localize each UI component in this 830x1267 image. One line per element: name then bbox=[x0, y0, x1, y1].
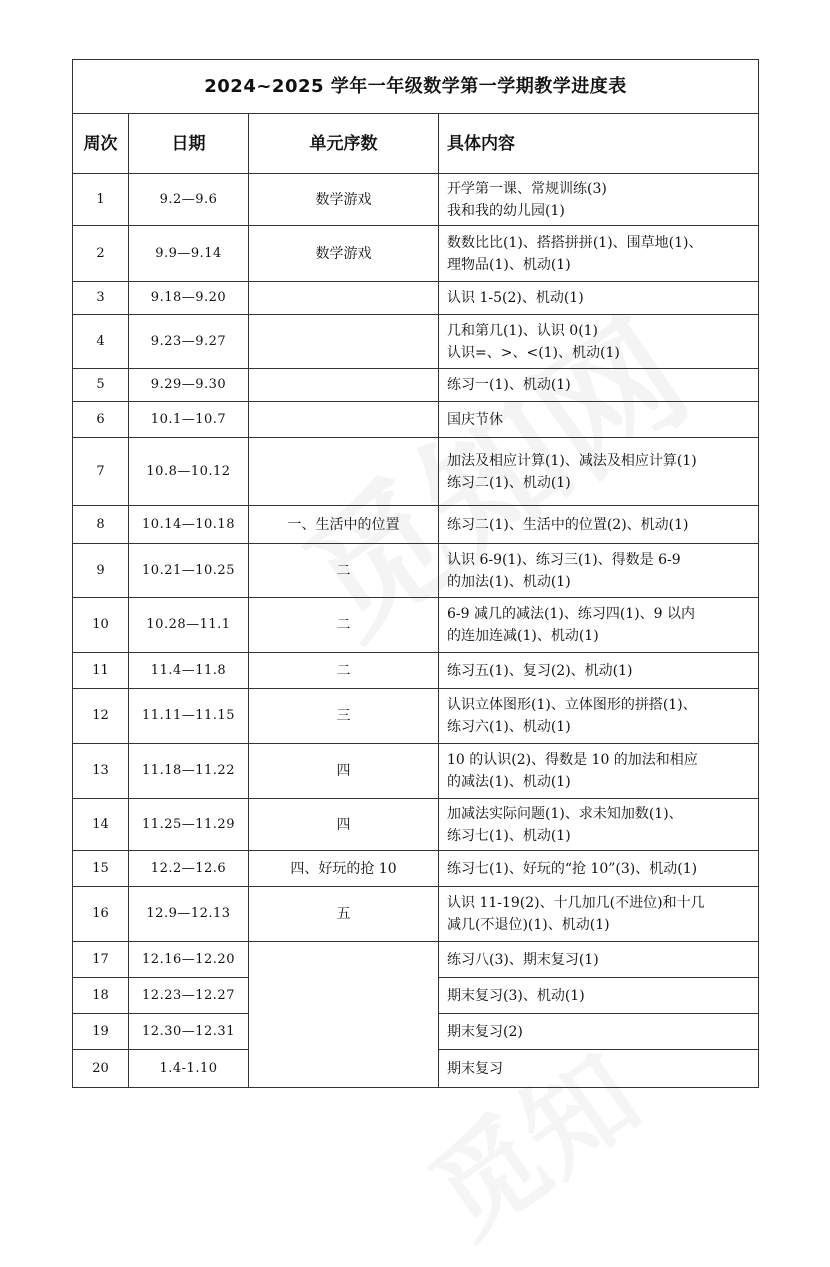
unit-cell bbox=[249, 369, 439, 402]
content-line: 国庆节休 bbox=[447, 411, 503, 428]
week-cell: 1 bbox=[73, 174, 129, 226]
content-line: 加减法实际问题(1)、求未知加数(1)、 bbox=[447, 805, 683, 822]
table-row bbox=[73, 799, 759, 851]
date-cell: 11.18—11.22 bbox=[129, 744, 249, 799]
unit-cell: 五 bbox=[249, 887, 439, 942]
content-line: 数数比比(1)、搭搭拼拼(1)、围草地(1)、 bbox=[447, 234, 703, 251]
week-cell: 3 bbox=[73, 282, 129, 315]
header-week: 周次 bbox=[73, 114, 129, 174]
content-line: 6-9 减几的减法(1)、练习四(1)、9 以内 bbox=[447, 606, 696, 622]
content-cell bbox=[439, 369, 759, 402]
unit-cell: 二 bbox=[249, 598, 439, 653]
unit-cell bbox=[249, 282, 439, 315]
week-cell: 14 bbox=[73, 799, 129, 851]
content-line: 认识 11-19(2)、十几加几(不进位)和十几 bbox=[447, 895, 705, 911]
unit-cell-merged bbox=[249, 942, 439, 1088]
content-cell bbox=[439, 226, 759, 282]
date-cell: 11.4—11.8 bbox=[129, 653, 249, 689]
date-cell: 10.14—10.18 bbox=[129, 506, 249, 544]
week-cell: 5 bbox=[73, 369, 129, 402]
content-line: 减几(不退位)(1)、机动(1) bbox=[447, 917, 610, 933]
content-line: 练习六(1)、机动(1) bbox=[447, 719, 571, 735]
table-row bbox=[73, 174, 759, 226]
week-cell: 19 bbox=[73, 1014, 129, 1050]
date-cell: 11.11—11.15 bbox=[129, 689, 249, 744]
date-cell: 9.9—9.14 bbox=[129, 226, 249, 282]
content-line: 练习二(1)、生活中的位置(2)、机动(1) bbox=[447, 516, 689, 533]
unit-cell: 数学游戏 bbox=[249, 226, 439, 282]
content-cell bbox=[439, 653, 759, 689]
content-cell bbox=[439, 282, 759, 315]
content-cell bbox=[439, 689, 759, 744]
date-cell: 12.9—12.13 bbox=[129, 887, 249, 942]
content-cell bbox=[439, 851, 759, 887]
week-cell: 17 bbox=[73, 942, 129, 978]
content-line: 开学第一课、常规训练(3) bbox=[447, 180, 607, 197]
date-cell: 1.4-1.10 bbox=[129, 1050, 249, 1088]
table-row bbox=[73, 887, 759, 942]
unit-cell: 数学游戏 bbox=[249, 174, 439, 226]
unit-cell: 四 bbox=[249, 744, 439, 799]
week-cell: 8 bbox=[73, 506, 129, 544]
content-line: 认识立体图形(1)、立体图形的拼搭(1)、 bbox=[447, 697, 697, 713]
date-cell: 9.2—9.6 bbox=[129, 174, 249, 226]
date-cell: 12.16—12.20 bbox=[129, 942, 249, 978]
content-cell bbox=[439, 887, 759, 942]
content-line: 加法及相应计算(1)、减法及相应计算(1) bbox=[447, 452, 697, 469]
content-line: 练习八(3)、期末复习(1) bbox=[447, 951, 599, 968]
date-cell: 11.25—11.29 bbox=[129, 799, 249, 851]
content-line: 练习七(1)、机动(1) bbox=[447, 827, 571, 844]
unit-cell: 一、生活中的位置 bbox=[249, 506, 439, 544]
unit-cell: 四 bbox=[249, 799, 439, 851]
date-cell: 10.8—10.12 bbox=[129, 438, 249, 506]
table-row bbox=[73, 598, 759, 653]
page-title: 2024~2025 学年一年级数学第一学期教学进度表 bbox=[73, 60, 759, 114]
week-cell: 4 bbox=[73, 315, 129, 369]
unit-cell: 四、好玩的抢 10 bbox=[249, 851, 439, 887]
table-row bbox=[73, 282, 759, 315]
content-line: 期末复习(3)、机动(1) bbox=[447, 987, 585, 1004]
content-line: 我和我的幼儿园(1) bbox=[447, 202, 565, 219]
date-cell: 12.30—12.31 bbox=[129, 1014, 249, 1050]
content-cell bbox=[439, 315, 759, 369]
content-line: 的减法(1)、机动(1) bbox=[447, 774, 571, 790]
content-line: 练习五(1)、复习(2)、机动(1) bbox=[447, 662, 633, 679]
header-unit: 单元序数 bbox=[249, 114, 439, 174]
content-line: 认识=、>、<(1)、机动(1) bbox=[447, 344, 620, 361]
table-row bbox=[73, 438, 759, 506]
week-cell: 12 bbox=[73, 689, 129, 744]
date-cell: 9.23—9.27 bbox=[129, 315, 249, 369]
week-cell: 16 bbox=[73, 887, 129, 942]
table-body bbox=[73, 174, 759, 1088]
content-cell bbox=[439, 1014, 759, 1050]
unit-cell bbox=[249, 438, 439, 506]
content-line: 的连加连减(1)、机动(1) bbox=[447, 628, 599, 644]
week-cell: 13 bbox=[73, 744, 129, 799]
date-cell: 10.21—10.25 bbox=[129, 544, 249, 598]
week-cell: 2 bbox=[73, 226, 129, 282]
content-cell bbox=[439, 544, 759, 598]
content-cell bbox=[439, 978, 759, 1014]
content-cell bbox=[439, 1050, 759, 1088]
content-cell bbox=[439, 438, 759, 506]
week-cell: 11 bbox=[73, 653, 129, 689]
week-cell: 7 bbox=[73, 438, 129, 506]
unit-cell bbox=[249, 402, 439, 438]
date-cell: 12.23—12.27 bbox=[129, 978, 249, 1014]
unit-cell: 三 bbox=[249, 689, 439, 744]
table-row bbox=[73, 942, 759, 978]
content-cell bbox=[439, 402, 759, 438]
header-content: 具体内容 bbox=[439, 114, 759, 174]
content-line: 练习七(1)、好玩的“抢 10”(3)、机动(1) bbox=[447, 860, 698, 877]
content-line: 认识 1-5(2)、机动(1) bbox=[447, 290, 584, 306]
schedule-sheet bbox=[72, 59, 758, 1088]
content-line: 认识 6-9(1)、练习三(1)、得数是 6-9 bbox=[447, 551, 681, 568]
content-line: 理物品(1)、机动(1) bbox=[447, 256, 571, 273]
date-cell: 9.18—9.20 bbox=[129, 282, 249, 315]
week-cell: 15 bbox=[73, 851, 129, 887]
table-row bbox=[73, 653, 759, 689]
date-cell: 9.29—9.30 bbox=[129, 369, 249, 402]
table-row bbox=[73, 402, 759, 438]
date-cell: 10.1—10.7 bbox=[129, 402, 249, 438]
content-line: 练习一(1)、机动(1) bbox=[447, 377, 571, 393]
content-cell bbox=[439, 744, 759, 799]
table-row bbox=[73, 744, 759, 799]
table-row bbox=[73, 369, 759, 402]
table-row bbox=[73, 226, 759, 282]
unit-cell bbox=[249, 315, 439, 369]
week-cell: 10 bbox=[73, 598, 129, 653]
table-row bbox=[73, 506, 759, 544]
week-cell: 6 bbox=[73, 402, 129, 438]
content-line: 的加法(1)、机动(1) bbox=[447, 573, 571, 590]
content-cell bbox=[439, 598, 759, 653]
date-cell: 10.28—11.1 bbox=[129, 598, 249, 653]
content-cell bbox=[439, 174, 759, 226]
header-date: 日期 bbox=[129, 114, 249, 174]
content-line: 期末复习(2) bbox=[447, 1023, 523, 1040]
content-line: 练习二(1)、机动(1) bbox=[447, 474, 571, 491]
table-row bbox=[73, 544, 759, 598]
content-cell bbox=[439, 506, 759, 544]
week-cell: 20 bbox=[73, 1050, 129, 1088]
header-row bbox=[73, 114, 759, 174]
title-row bbox=[73, 60, 759, 114]
week-cell: 18 bbox=[73, 978, 129, 1014]
table-row bbox=[73, 315, 759, 369]
schedule-table bbox=[72, 59, 759, 1088]
content-line: 期末复习 bbox=[447, 1060, 503, 1077]
unit-cell: 二 bbox=[249, 653, 439, 689]
table-row bbox=[73, 851, 759, 887]
week-cell: 9 bbox=[73, 544, 129, 598]
content-cell bbox=[439, 942, 759, 978]
table-row bbox=[73, 689, 759, 744]
date-cell: 12.2—12.6 bbox=[129, 851, 249, 887]
content-line: 几和第几(1)、认识 0(1) bbox=[447, 322, 599, 339]
content-cell bbox=[439, 799, 759, 851]
content-line: 10 的认识(2)、得数是 10 的加法和相应 bbox=[447, 752, 698, 768]
unit-cell: 二 bbox=[249, 544, 439, 598]
